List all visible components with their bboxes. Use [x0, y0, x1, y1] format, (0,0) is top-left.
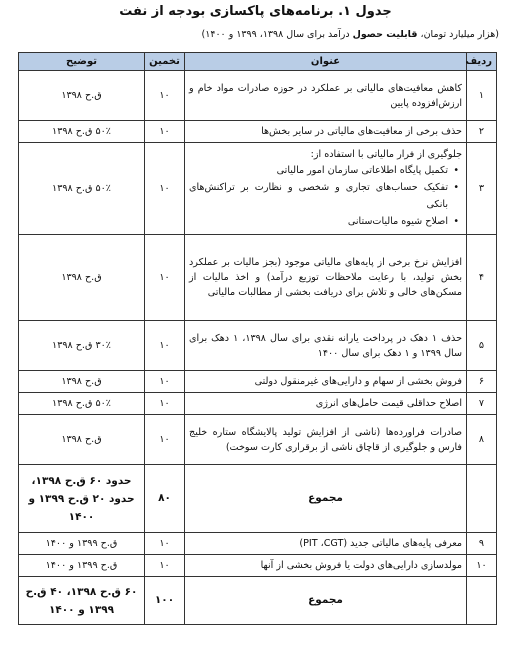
row-description: ۵۰٪ ق.ح ۱۳۹۸ [19, 393, 145, 415]
row-title: فروش بخشی از سهام و دارایی‌های غیرمنقول دولتی [185, 371, 467, 393]
row-number: ۷ [467, 393, 497, 415]
row-title: کاهش معافیت‌های مالیاتی بر عملکرد در حوزه صادرات مواد خام و ارزش‌افزوده پایین [185, 71, 467, 121]
row-title: اصلاح حداقلی قیمت حامل‌های انرژی [185, 393, 467, 415]
row-description: ۳۰٪ ق.ح ۱۳۹۸ [19, 321, 145, 371]
row-number: ۴ [467, 235, 497, 321]
subtitle-bold: قابلیت حصول [352, 29, 418, 40]
bullet-item: • اصلاح شیوه مالیات‌ستانی [189, 213, 448, 230]
row-number: ۵ [467, 321, 497, 371]
row-estimate: ۱۰ [145, 415, 185, 465]
table-row [19, 371, 497, 393]
table-subtitle [202, 29, 499, 40]
row-estimate: ۱۰ [145, 533, 185, 555]
row-estimate: ۱۰ [145, 371, 185, 393]
row-description: ق.ح ۱۳۹۸ [19, 371, 145, 393]
total-label: مجموع [185, 465, 467, 533]
total-description: ۶۰ ق.ح ۱۳۹۸، ۴۰ ق.ح ۱۳۹۹ و ۱۴۰۰ [19, 577, 145, 625]
row-estimate: ۱۰ [145, 235, 185, 321]
total-label: مجموع [185, 577, 467, 625]
row-estimate: ۱۰ [145, 143, 185, 235]
row-estimate: ۱۰ [145, 393, 185, 415]
subtitle-suffix: درآمد برای سال ۱۳۹۸، ۱۳۹۹ و ۱۴۰۰) [201, 29, 353, 40]
row-number: ۶ [467, 371, 497, 393]
bullet-item: • تفکیک حساب‌های تجاری و شخصی و نظارت بر تراکنش‌های بانکی [189, 179, 448, 213]
total-estimate: ۱۰۰ [145, 577, 185, 625]
bullet-list [189, 162, 462, 230]
row-title [185, 143, 467, 235]
row-estimate: ۱۰ [145, 71, 185, 121]
row-number-empty [467, 465, 497, 533]
header-title: عنوان [185, 53, 467, 71]
row-number: ۹ [467, 533, 497, 555]
table-row [19, 533, 497, 555]
row-estimate: ۱۰ [145, 121, 185, 143]
header-estimate: تخمین [145, 53, 185, 71]
row-number: ۳ [467, 143, 497, 235]
table-row [19, 321, 497, 371]
row-description: ۵۰٪ ق.ح ۱۳۹۸ [19, 121, 145, 143]
row-title: معرفی پایه‌های مالیاتی جدید (PIT ،CGT) [185, 533, 467, 555]
row-estimate: ۱۰ [145, 321, 185, 371]
table-title: جدول ۱. برنامه‌های پاکسازی بودجه از نفت [119, 4, 392, 19]
table-row [19, 143, 497, 235]
row-description: ق.ح ۱۳۹۸ [19, 415, 145, 465]
total-row [19, 577, 497, 625]
row-title: حذف برخی از معافیت‌های مالیاتی در سایر بخش‌ها [185, 121, 467, 143]
row-title: مولدسازی دارایی‌های دولت یا فروش بخشی از آنها [185, 555, 467, 577]
row-title: صادرات فراورده‌ها (ناشی از افزایش تولید پالایشگاه ستاره خلیج فارس و جلوگیری از قاچاق ناشی از برقراری کارت سوخت) [185, 415, 467, 465]
row-description: ق.ح ۱۳۹۹ و ۱۴۰۰ [19, 555, 145, 577]
header-row-number: ردیف [467, 53, 497, 71]
row-title: افزایش نرخ برخی از پایه‌های مالیاتی موجود (بجز مالیات بر عملکرد بخش تولید، با رعایت ملاحظات توزیع درآمد) و اخذ مالیات از مسکن‌های خالی و تلاش برای دریافت بخشی از مطالبات مالیاتی [185, 235, 467, 321]
total-description: حدود ۶۰ ق.ح ۱۳۹۸، حدود ۲۰ ق.ح ۱۳۹۹ و ۱۴۰۰ [19, 465, 145, 533]
row-description: ق.ح ۱۳۹۸ [19, 235, 145, 321]
table-row [19, 121, 497, 143]
row-estimate: ۱۰ [145, 555, 185, 577]
row-number: ۲ [467, 121, 497, 143]
row-description: ۵۰٪ ق.ح ۱۳۹۸ [19, 143, 145, 235]
row-description: ق.ح ۱۳۹۹ و ۱۴۰۰ [19, 533, 145, 555]
row-number: ۸ [467, 415, 497, 465]
table-row [19, 71, 497, 121]
total-estimate: ۸۰ [145, 465, 185, 533]
table-header-row [19, 53, 497, 71]
table-row [19, 393, 497, 415]
table-row [19, 555, 497, 577]
header-description: توضیح [19, 53, 145, 71]
row-number: ۱۰ [467, 555, 497, 577]
row-title: حذف ۱ دهک در پرداخت یارانه نقدی برای سال ۱۳۹۸، ۱ دهک برای سال ۱۳۹۹ و ۱ دهک برای سال ۱۴۰۰ [185, 321, 467, 371]
row-number: ۱ [467, 71, 497, 121]
row-title-intro: جلوگیری از فرار مالیاتی با استفاده از: [310, 149, 462, 160]
bullet-item: • تکمیل پایگاه اطلاعاتی سازمان امور مالیاتی [189, 162, 448, 179]
row-description: ق.ح ۱۳۹۸ [19, 71, 145, 121]
total-row [19, 465, 497, 533]
table-row [19, 235, 497, 321]
table-row [19, 415, 497, 465]
budget-table [18, 52, 497, 625]
row-number-empty [467, 577, 497, 625]
subtitle-prefix: (هزار میلیارد تومان، [417, 29, 499, 40]
